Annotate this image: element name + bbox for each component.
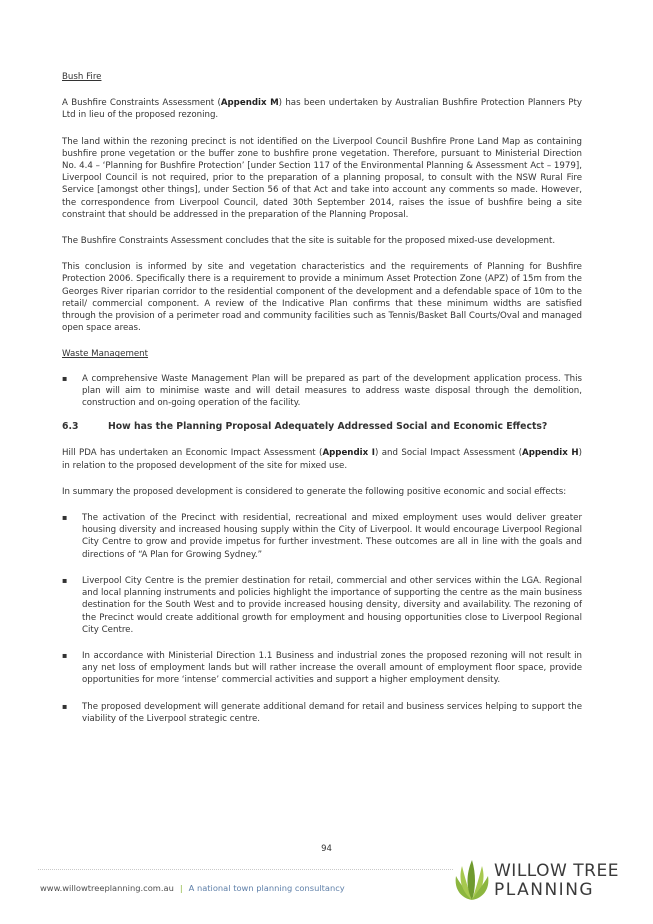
- footer-website-link[interactable]: www.willowtreeplanning.com.au: [40, 883, 174, 893]
- bullet-icon: ▪: [62, 575, 68, 585]
- section-number: 6.3: [62, 421, 79, 433]
- section-intro: [62, 447, 582, 471]
- text: A Bushfire Constraints Assessment (: [62, 98, 221, 109]
- bullet-text: Liverpool City Centre is the premier destination for retail, commercial and other services within the LGA. Regional and local planning instruments and policies highlight the importance of supporting the centre as the main business destination for the South West and to provide increased housing density, diversity and availability. The rezoning of the Precinct would create additional growth for employment and housing opportunities close to Liverpool Regional City Centre.: [82, 575, 582, 635]
- appendix-ref: Appendix H: [522, 448, 579, 459]
- waste-heading: Waste Management: [62, 349, 149, 360]
- bullet-icon: ▪: [62, 373, 68, 383]
- bullet-text: In accordance with Ministerial Direction 1.1 Business and industrial zones the proposed rezoning will not result in any net loss of employment lands but will rather increase the overall amount of employment floor space, provide opportunities for more ‘intense’ commercial activities and support a higher employment density.: [82, 650, 582, 686]
- footer-tagline: A national town planning consultancy: [188, 883, 345, 893]
- appendix-ref: Appendix M: [220, 98, 279, 109]
- list-item: [62, 512, 582, 561]
- bushfire-paragraph-2: The land within the rezoning precinct is not identified on the Liverpool Council Bushfire Prone Land Map as containing bushfire prone vegetation or the buffer zone to bushfire prone vegetation. Therefore, pursuant to Ministerial Direction No. 4.4 – ‘Planning for Bushfire Protection’ [under Section 117 of the Environmental Planning & Assessment Act – 1979], Liverpool Council is not required, prior to the preparation of a planning proposal, to consult with the NSW Rural Fire Service [amongst other things], under Section 56 of that Act and take into account any comments so made. However, the correspondence from Liverpool Council, dated 30th September 2014, raises the issue of bushfire being a site constraint that should be addressed in the preparation of the Planning Proposal.: [62, 136, 582, 220]
- willow-tree-logo-icon: [452, 858, 492, 902]
- list-item: [62, 701, 582, 725]
- text: ) in relation to the proposed development of the site for mixed use.: [62, 448, 582, 471]
- bullet-icon: ▪: [62, 650, 68, 660]
- bullet-text: The activation of the Precinct with residential, recreational and mixed employment uses would deliver greater housing diversity and increased housing supply within the City of Liverpool. It would encourage Liverpool Regional City Centre to grow and provide impetus for further investment. These outcomes are all in line with the goals and directions of “A Plan for Growing Sydney.”: [82, 513, 582, 560]
- bushfire-paragraph-1: [62, 97, 582, 121]
- bullet-icon: ▪: [62, 513, 68, 523]
- text: Hill PDA has undertaken an Economic Impact Assessment (: [62, 448, 323, 459]
- logo-line-2: PLANNING: [494, 880, 595, 900]
- footer: [40, 883, 345, 893]
- company-logo: [452, 858, 627, 904]
- list-item: [62, 575, 582, 636]
- text: ) and Social Impact Assessment (: [375, 448, 523, 459]
- section-summary: In summary the proposed development is considered to generate the following positive economic and social effects:: [62, 486, 567, 497]
- bushfire-paragraph-4: This conclusion is informed by site and vegetation characteristics and the requirements of Planning for Bushfire Protection 2006. Specifically there is a requirement to provide a minimum Asset Protection Zone (APZ) of 15m from the Georges River riparian corridor to the residential component of the development and a defendable space of 10m to the retail/ commercial component. A review of the Indicative Plan confirms that these minimum widths are satisfied through the provision of a perimeter road and community facilities such as Tennis/Basket Ball Courts/Oval and managed open space areas.: [62, 262, 582, 334]
- logo-line-1: WILLOW TREE: [494, 861, 619, 881]
- footer-divider: [38, 869, 453, 870]
- page-number: 94: [321, 844, 332, 854]
- bushfire-heading: Bush Fire: [62, 72, 102, 82]
- list-item: [62, 373, 582, 410]
- waste-bullet-text: A comprehensive Waste Management Plan will be prepared as part of the development application process. This plan will aim to minimise waste and will detail measures to address waste disposal through the demolition, construction and on-going operation of the facility.: [82, 373, 582, 409]
- bullet-icon: ▪: [62, 701, 68, 711]
- list-item: [62, 650, 582, 687]
- section-heading: [62, 421, 582, 433]
- bullet-text: The proposed development will generate additional demand for retail and business services helping to support the viability of the Liverpool strategic centre.: [82, 701, 582, 724]
- page-content: [62, 71, 582, 725]
- bushfire-paragraph-3: The Bushfire Constraints Assessment concludes that the site is suitable for the proposed mixed-use development.: [62, 236, 556, 247]
- footer-separator: |: [179, 883, 183, 893]
- section-title: How has the Planning Proposal Adequately Addressed Social and Economic Effects?: [108, 421, 548, 433]
- appendix-ref: Appendix I: [322, 448, 376, 459]
- text: ) has been undertaken by Australian Bushfire Protection Planners Pty Ltd in lieu of the proposed rezoning.: [62, 98, 582, 121]
